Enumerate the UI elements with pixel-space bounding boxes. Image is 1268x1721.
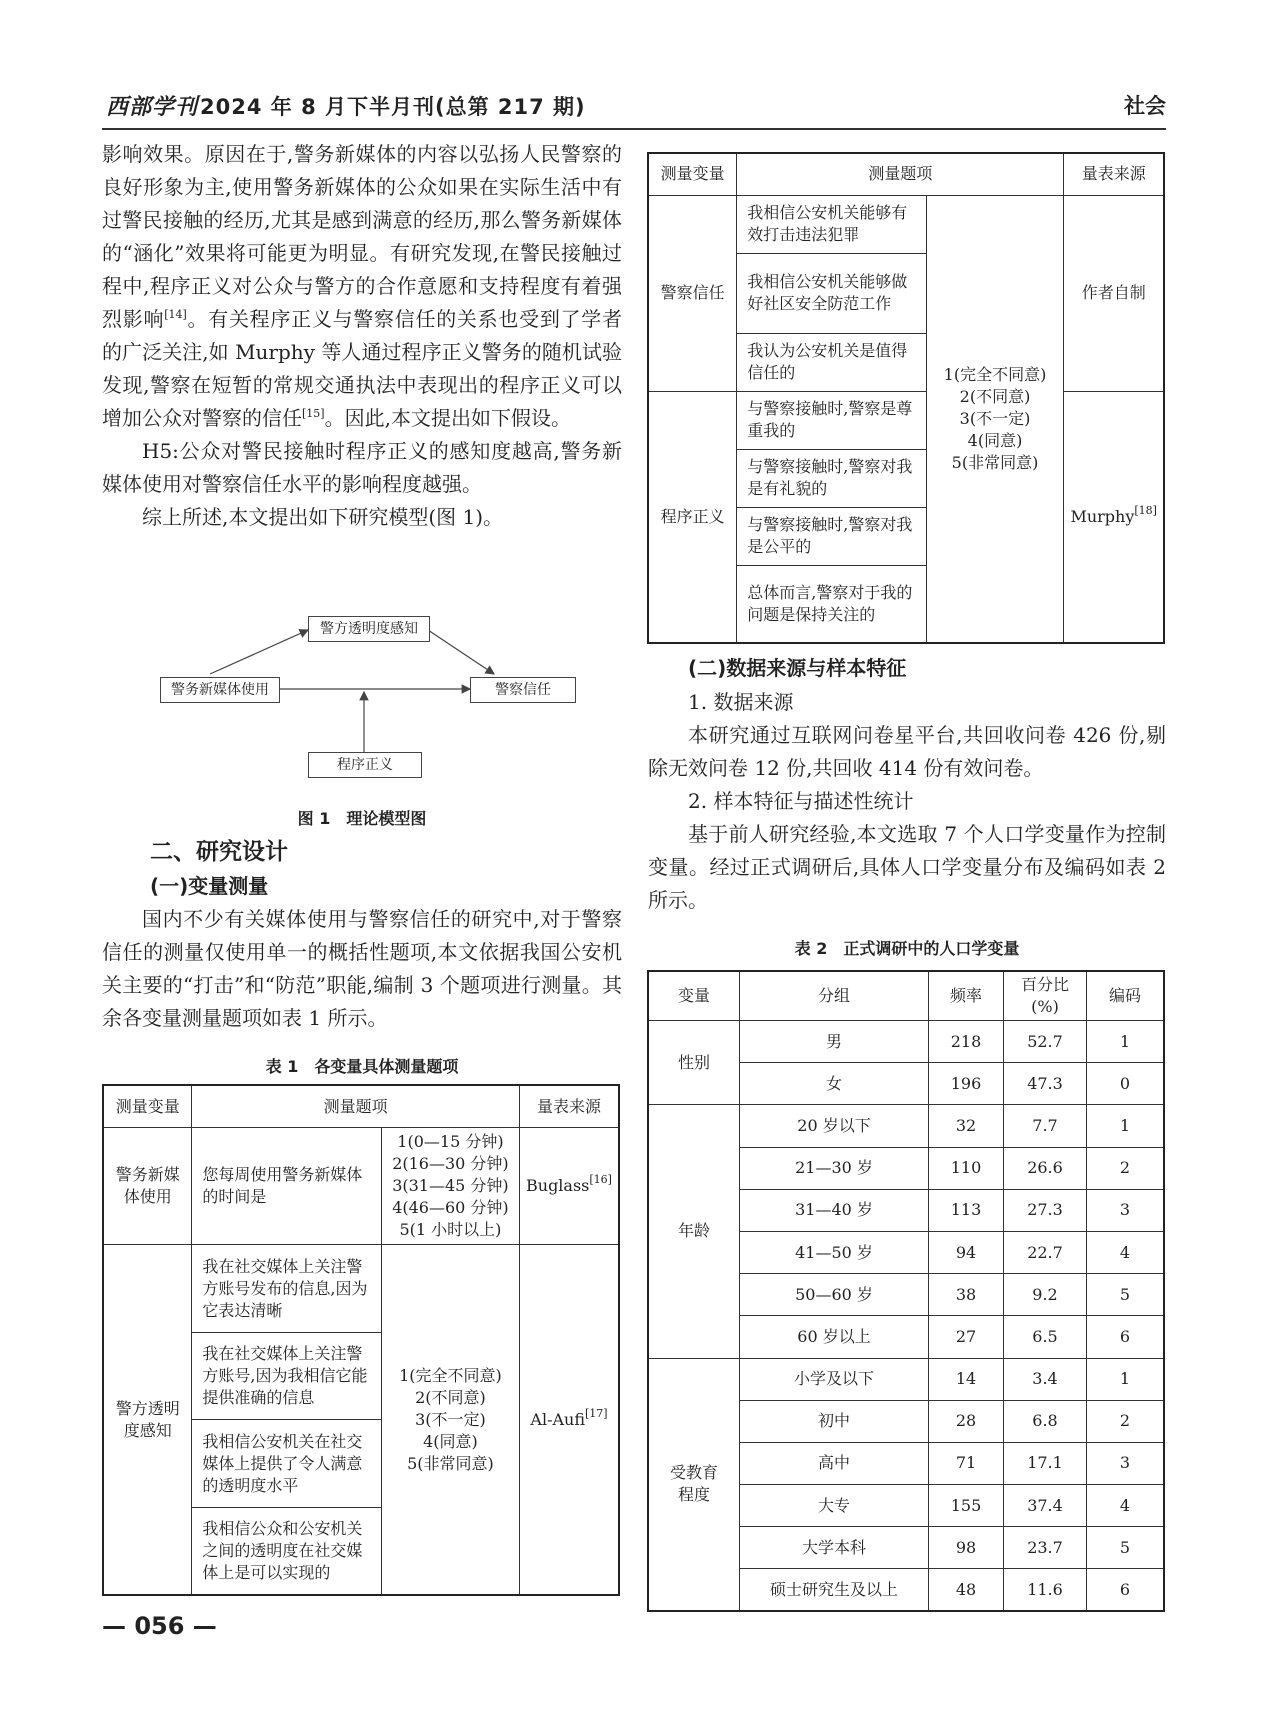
t2-group-cell: 50—60 岁 [740, 1274, 929, 1316]
t2-header-var: 变量 [648, 971, 740, 1021]
t2-header-freq: 频率 [929, 971, 1004, 1021]
t1-item-trans-2: 我在社交媒体上关注警方账号,因为我相信它能提供准确的信息 [192, 1332, 382, 1420]
t1-scale-transparency: 1(完全不同意) 2(不同意) 3(不一定) 4(同意) 5(非常同意) [381, 1245, 519, 1595]
table1-right [647, 152, 1165, 644]
table2-demographics [647, 970, 1165, 1612]
arrow-transparency-to-trust [428, 630, 494, 674]
journal-logo: 西部学刊 [106, 94, 199, 120]
t1r-header-item: 测量题项 [737, 153, 1064, 195]
t1-item-trans-4: 我相信公众和公安机关之间的透明度在社交媒体上是可以实现的 [192, 1507, 382, 1595]
t2-group-cell: 20 岁以下 [740, 1105, 929, 1147]
t2-code-cell: 2 [1087, 1147, 1165, 1189]
t2-code-cell: 5 [1087, 1274, 1165, 1316]
box-police-trust: 警察信任 [470, 677, 576, 703]
t2-group-cell: 小学及以下 [740, 1358, 929, 1400]
t1r-header-var: 测量变量 [648, 153, 737, 195]
t2-freq-cell: 98 [929, 1527, 1004, 1569]
t1-var-transparency: 警方透明度感知 [103, 1245, 192, 1595]
t2-code-cell: 3 [1087, 1442, 1165, 1484]
t2-freq-cell: 110 [929, 1147, 1004, 1189]
t1r-source-trust: 作者自制 [1064, 195, 1164, 391]
paragraph-procedural-justice: 影响效果。原因在于,警务新媒体的内容以弘扬人民警察的良好形象为主,使用警务新媒体的公众如果在实际生活中有过警民接触的经历,尤其是感到满意的经历,那么警务新媒体的“涵化”效果将可能更为明显。有研究发现,在警民接触过程中,程序正义对公众与警方的合作意愿和支持程度有着强烈影响[14]。有关程序正义与警察信任的关系也受到了学者的广泛关注,如 Murphy 等人通过程序正义警务的随机试验发现,警察在短暂的常规交通执法中表现出的程序正义可以增加公众对警察的信任[15]。因此,本文提出如下假设。 [102, 142, 623, 430]
t1r-item-trust-1: 我相信公安机关能够有效打击违法犯罪 [737, 195, 926, 253]
paragraph-model: 综上所述,本文提出如下研究模型(图 1)。 [142, 505, 504, 529]
t2-pct-cell: 47.3 [1004, 1063, 1087, 1105]
heading-data-source: 1. 数据来源 [688, 690, 794, 714]
t2-freq-cell: 94 [929, 1231, 1004, 1273]
t2-code-cell: 1 [1087, 1358, 1165, 1400]
t1r-var-pj: 程序正义 [648, 391, 737, 643]
left-column-top [102, 138, 622, 534]
t2-pct-cell: 27.3 [1004, 1189, 1087, 1231]
t1-scale-media: 1(0—15 分钟) 2(16—30 分钟) 3(31—45 分钟) 4(46—60 分钟) 5(1 小时以上) [381, 1128, 519, 1245]
t1-item-media: 您每周使用警务新媒体的时间是 [192, 1128, 382, 1245]
subsection-variable-measure: (一)变量测量 [150, 874, 269, 898]
t1r-header-source: 量表来源 [1064, 153, 1164, 195]
t2-freq-cell: 218 [929, 1021, 1004, 1063]
t2-pct-cell: 26.6 [1004, 1147, 1087, 1189]
journal-header [106, 90, 586, 121]
right-column-text [648, 650, 1166, 917]
t2-pct-cell: 23.7 [1004, 1527, 1087, 1569]
paragraph-sample: 基于前人研究经验,本文选取 7 个人口学变量作为控制变量。经过正式调研后,具体人口学变量分布及编码如表 2 所示。 [648, 822, 1166, 912]
t2-freq-cell: 71 [929, 1442, 1004, 1484]
t1r-item-trust-3: 我认为公安机关是值得信任的 [737, 333, 926, 391]
figure-caption: 图 1 理论模型图 [297, 809, 427, 828]
issue-info: 2024 年 8 月下半月刊(总第 217 期) [200, 95, 586, 119]
t1-var-media: 警务新媒体使用 [103, 1128, 192, 1245]
t1r-item-pj-4: 总体而言,警察对于我的问题是保持关注的 [737, 565, 926, 643]
arrow-media-to-transparency [210, 630, 308, 674]
t2-code-cell: 6 [1087, 1569, 1165, 1611]
t2-header-code: 编码 [1087, 971, 1165, 1021]
table-row [648, 1105, 1164, 1147]
t2-var-cell: 性别 [648, 1021, 740, 1105]
t2-pct-cell: 7.7 [1004, 1105, 1087, 1147]
t2-group-cell: 60 岁以上 [740, 1316, 929, 1358]
t2-freq-cell: 38 [929, 1274, 1004, 1316]
t1-header-source: 量表来源 [519, 1085, 619, 1128]
t2-code-cell: 3 [1087, 1189, 1165, 1231]
t2-group-cell: 大专 [740, 1485, 929, 1527]
t2-group-cell: 高中 [740, 1442, 929, 1484]
t2-group-cell: 硕士研究生及以上 [740, 1569, 929, 1611]
t1r-item-trust-2: 我相信公安机关能够做好社区安全防范工作 [737, 253, 926, 333]
table2-caption: 表 2 正式调研中的人口学变量 [794, 939, 1020, 958]
page-number: — 056 — [102, 1612, 217, 1640]
paragraph-data-source: 本研究通过互联网问卷星平台,共回收问卷 426 份,剔除无效问卷 12 份,共回收 414 份有效问卷。 [648, 723, 1166, 780]
t2-pct-cell: 3.4 [1004, 1358, 1087, 1400]
t2-freq-cell: 28 [929, 1400, 1004, 1442]
t2-group-cell: 初中 [740, 1400, 929, 1442]
t1r-item-pj-1: 与警察接触时,警察是尊重我的 [737, 391, 926, 449]
t2-freq-cell: 27 [929, 1316, 1004, 1358]
t2-freq-cell: 196 [929, 1063, 1004, 1105]
t1r-item-pj-2: 与警察接触时,警察对我是有礼貌的 [737, 449, 926, 507]
t2-pct-cell: 6.5 [1004, 1316, 1087, 1358]
table-row [648, 1358, 1164, 1400]
t2-group-cell: 女 [740, 1063, 929, 1105]
subsection-data-source: (二)数据来源与样本特征 [688, 656, 907, 680]
t2-pct-cell: 52.7 [1004, 1021, 1087, 1063]
t2-pct-cell: 6.8 [1004, 1400, 1087, 1442]
t2-body [648, 1021, 1164, 1612]
t2-pct-cell: 11.6 [1004, 1569, 1087, 1611]
t1-item-trans-3: 我相信公安机关在社交媒体上提供了令人满意的透明度水平 [192, 1420, 382, 1508]
t2-code-cell: 4 [1087, 1485, 1165, 1527]
t2-group-cell: 21—30 岁 [740, 1147, 929, 1189]
t2-group-cell: 41—50 岁 [740, 1231, 929, 1273]
t2-freq-cell: 32 [929, 1105, 1004, 1147]
t1-source-transparency: Al-Aufi[17] [519, 1245, 619, 1595]
t2-freq-cell: 113 [929, 1189, 1004, 1231]
t2-pct-cell: 37.4 [1004, 1485, 1087, 1527]
t1-source-media: Buglass[16] [519, 1128, 619, 1245]
t2-group-cell: 男 [740, 1021, 929, 1063]
t2-pct-cell: 22.7 [1004, 1231, 1087, 1273]
t2-code-cell: 2 [1087, 1400, 1165, 1442]
table-row [648, 1021, 1164, 1063]
t1-header-var: 测量变量 [103, 1085, 192, 1128]
t2-var-cell: 年龄 [648, 1105, 740, 1358]
t2-code-cell: 4 [1087, 1231, 1165, 1273]
hypothesis-h5: H5:公众对警民接触时程序正义的感知度越高,警务新媒体使用对警察信任水平的影响程度越强。 [102, 439, 622, 496]
box-procedural-justice: 程序正义 [308, 752, 422, 778]
t2-code-cell: 0 [1087, 1063, 1165, 1105]
t2-code-cell: 6 [1087, 1316, 1165, 1358]
t1r-item-pj-3: 与警察接触时,警察对我是公平的 [737, 507, 926, 565]
t2-var-cell: 受教育程度 [648, 1358, 740, 1611]
t2-freq-cell: 155 [929, 1485, 1004, 1527]
left-column-bottom [102, 836, 622, 1035]
table1-caption: 表 1 各变量具体测量题项 [265, 1057, 459, 1076]
t1r-source-pj: Murphy[18] [1064, 391, 1164, 643]
t1-header-item: 测量题项 [192, 1085, 520, 1128]
section-heading-2: 二、研究设计 [150, 839, 288, 865]
paragraph-measurement: 国内不少有关媒体使用与警察信任的研究中,对于警察信任的测量仅使用单一的概括性题项,本文依据我国公安机关主要的“打击”和“防范”职能,编制 3 个题项进行测量。其余各变量测量题项如表 1 所示。 [102, 907, 622, 1030]
t1-item-trans-1: 我在社交媒体上关注警方账号发布的信息,因为它表达清晰 [192, 1245, 382, 1333]
heading-sample: 2. 样本特征与描述性统计 [688, 789, 914, 813]
t2-group-cell: 大学本科 [740, 1527, 929, 1569]
box-media-use: 警务新媒体使用 [160, 677, 280, 703]
t2-pct-cell: 17.1 [1004, 1442, 1087, 1484]
box-transparency: 警方透明度感知 [308, 616, 430, 642]
section-label: 社会 [1124, 94, 1166, 118]
t2-code-cell: 5 [1087, 1527, 1165, 1569]
t2-code-cell: 1 [1087, 1021, 1165, 1063]
t2-freq-cell: 48 [929, 1569, 1004, 1611]
theory-model-diagram [150, 612, 590, 792]
t1r-var-trust: 警察信任 [648, 195, 737, 391]
t2-header-group: 分组 [740, 971, 929, 1021]
t2-pct-cell: 9.2 [1004, 1274, 1087, 1316]
t1r-scale: 1(完全不同意) 2(不同意) 3(不一定) 4(同意) 5(非常同意) [926, 195, 1064, 643]
t2-group-cell: 31—40 岁 [740, 1189, 929, 1231]
t2-freq-cell: 14 [929, 1358, 1004, 1400]
table1-left [102, 1084, 620, 1596]
t2-header-pct: 百分比(%) [1004, 971, 1087, 1021]
header-rule [102, 128, 1166, 130]
t2-code-cell: 1 [1087, 1105, 1165, 1147]
